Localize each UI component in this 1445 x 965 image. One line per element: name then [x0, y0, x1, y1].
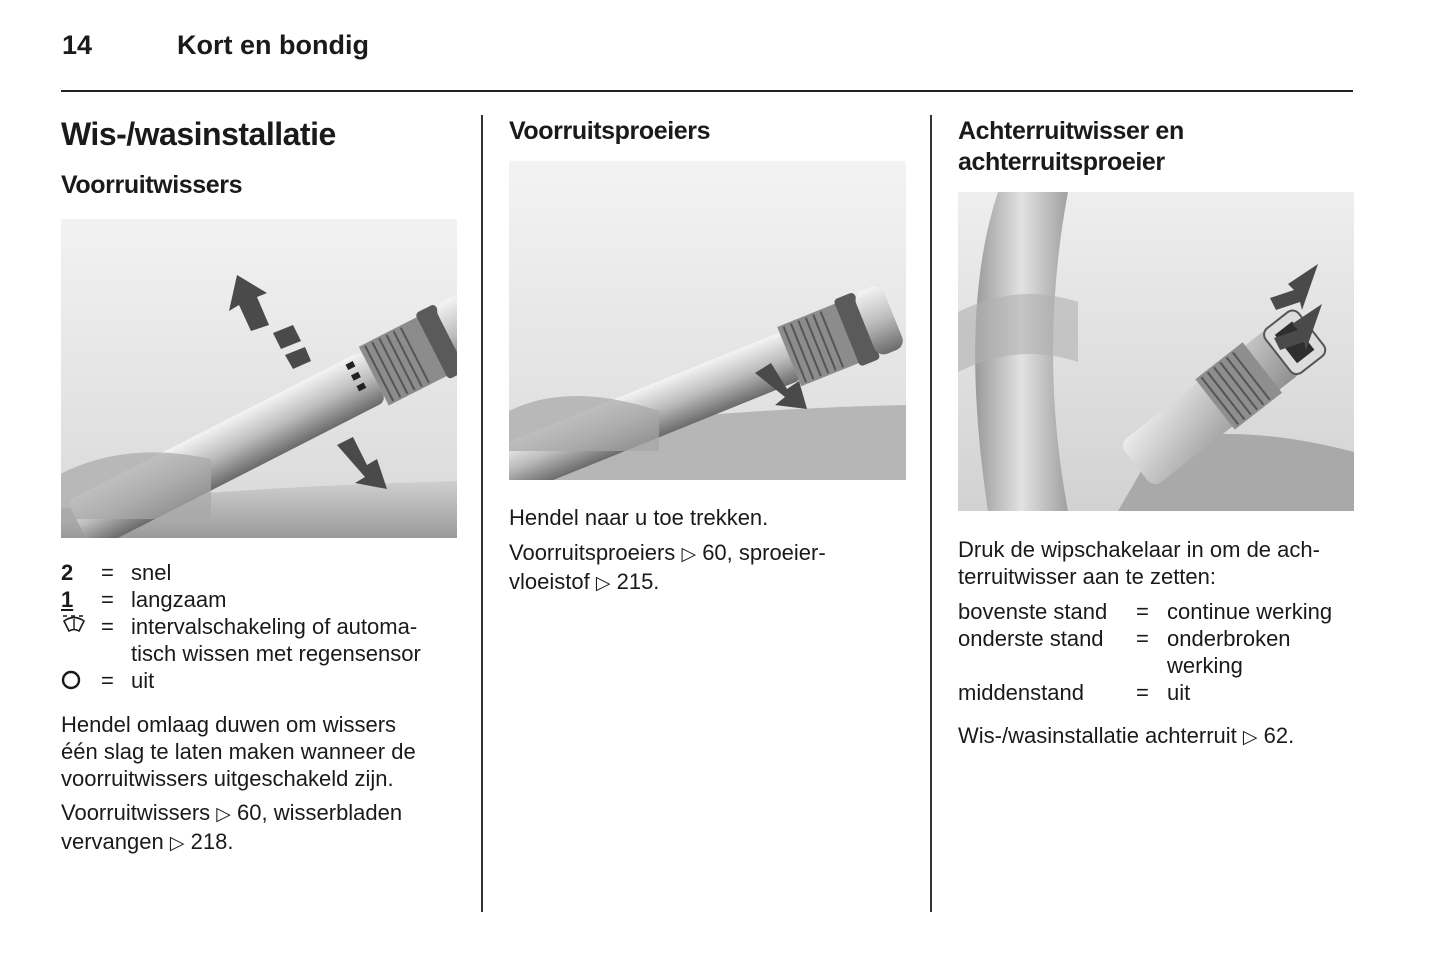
page-reference-arrow-icon: ▷: [595, 573, 611, 594]
text-line: [61, 799, 471, 828]
title-line: Achterruitwisser en: [958, 117, 1184, 145]
legend-row-slow: [61, 586, 461, 613]
subsection-title-washers: Voorruitsproeiers: [509, 117, 711, 145]
legend-equals: =: [101, 614, 114, 639]
page-ref-blades[interactable]: 218.: [190, 829, 234, 854]
position-name: onderste stand: [958, 626, 1104, 651]
table-row: [958, 625, 1378, 679]
wiper-legend: [61, 559, 461, 694]
column-1: [61, 112, 461, 201]
legend-value-interval: intervalschakeling of automa-: [131, 614, 418, 639]
table-row: [958, 598, 1378, 625]
text-line: [61, 828, 471, 857]
legend-key-fast: 2: [61, 560, 74, 585]
legend-key-slow: 1: [61, 587, 74, 612]
text-line: terruitwisser aan te zetten:: [958, 564, 1217, 589]
position-function: onderbroken: [1167, 626, 1291, 651]
text-line: [509, 539, 919, 568]
page-reference-arrow-icon: ▷: [169, 833, 185, 854]
rear-wiper-positions-table: [958, 598, 1378, 706]
page-ref-wipers[interactable]: 60, wisserbladen: [237, 800, 403, 825]
subsection-title-rear: [958, 116, 1184, 178]
col3-paragraph-2: [958, 722, 1294, 751]
ref-text: Wis-/wasinstallatie achterruit: [958, 723, 1237, 748]
position-name: bovenste stand: [958, 599, 1108, 624]
table-equals: =: [1136, 599, 1149, 624]
legend-value-slow: langzaam: [131, 587, 227, 612]
legend-row-off: [61, 667, 461, 694]
ref-text: vloeistof: [509, 569, 590, 594]
position-name: middenstand: [958, 680, 1084, 705]
position-function: continue werking: [1167, 599, 1333, 624]
page-number: 14: [62, 30, 93, 60]
col1-paragraph-1: [61, 711, 471, 792]
table-equals: =: [1136, 680, 1149, 705]
page-reference-arrow-icon: ▷: [681, 544, 697, 565]
legend-row-fast: [61, 559, 461, 586]
table-equals: =: [1136, 626, 1149, 651]
running-header-title: Kort en bondig: [177, 30, 369, 60]
col2-paragraph-2: [509, 539, 919, 597]
header-rule: [61, 90, 1353, 92]
legend-value-fast: snel: [131, 560, 172, 585]
legend-row-interval: [61, 613, 461, 667]
text-line: Druk de wipschakelaar in om de ach-: [958, 537, 1320, 562]
page-ref-rear-wiper[interactable]: 62.: [1263, 723, 1295, 748]
section-title: Wis-/wasinstallatie: [61, 116, 336, 152]
figure-rear-wiper-switch: [958, 192, 1354, 511]
ref-text: vervangen: [61, 829, 164, 854]
ref-text: Voorruitwissers: [61, 800, 211, 825]
subsection-title-wipers: Voorruitwissers: [61, 171, 243, 199]
page-ref-fluid[interactable]: 215.: [616, 569, 660, 594]
page-reference-arrow-icon: ▷: [1242, 727, 1258, 748]
interval-wiper-icon: [61, 613, 87, 641]
figure-washer-lever: [509, 161, 906, 480]
legend-equals: =: [101, 587, 114, 612]
text-line: voorruitwissers uitgeschakeld zijn.: [61, 766, 394, 791]
legend-equals: =: [101, 560, 114, 585]
legend-value-off: uit: [131, 668, 155, 693]
legend-value-interval-cont: tisch wissen met regensensor: [131, 641, 421, 666]
page-ref-washers[interactable]: 60, sproeier-: [702, 540, 826, 565]
position-function: uit: [1167, 680, 1191, 705]
position-function-cont: werking: [1167, 653, 1243, 678]
column-divider-1: [481, 115, 483, 912]
column-divider-2: [930, 115, 932, 912]
legend-key-off: [61, 667, 83, 698]
col2-paragraph-1: Hendel naar u toe trekken.: [509, 505, 769, 530]
text-line: Hendel omlaag duwen om wissers: [61, 712, 397, 737]
table-row: [958, 679, 1378, 706]
text-line: [509, 568, 919, 597]
figure-front-wiper-lever: [61, 219, 457, 538]
text-line: één slag te laten maken wanneer de: [61, 739, 416, 764]
title-line: achterruitsproeier: [958, 148, 1165, 176]
col1-paragraph-2: [61, 799, 471, 857]
ref-text: Voorruitsproeiers: [509, 540, 676, 565]
col3-paragraph-1: [958, 536, 1378, 590]
page-reference-arrow-icon: ▷: [216, 804, 231, 825]
legend-equals: =: [101, 668, 114, 693]
